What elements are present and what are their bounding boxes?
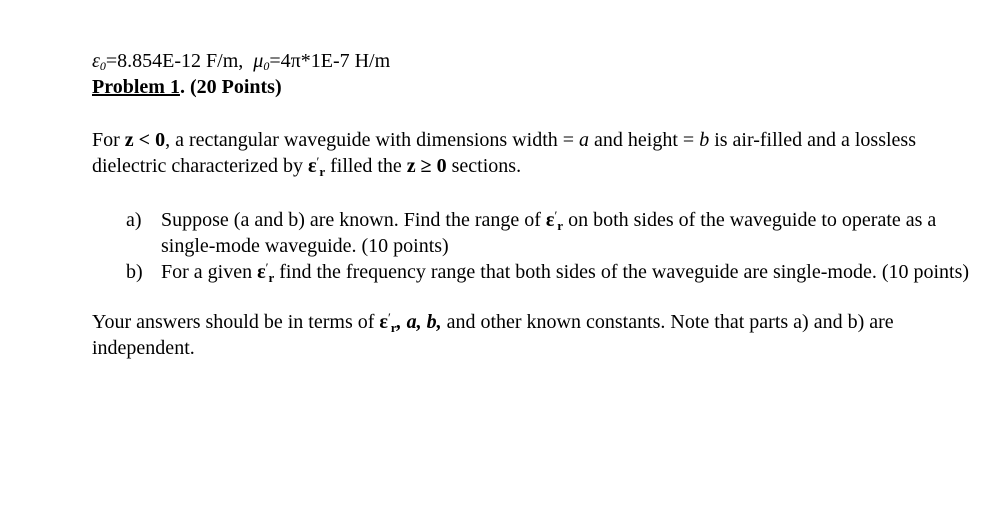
intro-text-1: For	[92, 129, 125, 151]
intro-paragraph	[92, 127, 972, 179]
prime-mark: ′	[387, 310, 391, 325]
part-b-text-2: find the frequency range that both sides of the waveguide are single-mode. (10 points)	[274, 261, 970, 283]
relative-permittivity-symbol: ε	[545, 209, 555, 231]
height-variable: b	[699, 129, 710, 151]
constants-line	[92, 48, 972, 74]
list-item	[92, 207, 972, 259]
prime-mark: ′	[265, 260, 269, 275]
part-a-marker: a)	[126, 209, 142, 231]
intro-text-5: filled the	[325, 155, 407, 177]
problem-title	[92, 74, 972, 100]
intro-text-2: , a rectangular waveguide with dimensions width =	[165, 129, 580, 151]
document-page	[92, 48, 972, 361]
r-subscript: r	[268, 270, 275, 285]
mu-subscript: 0	[263, 59, 270, 73]
r-subscript: r	[390, 320, 397, 335]
part-a-text-1: Suppose (a and b) are known. Find the range of	[161, 209, 546, 231]
prime-mark: ′	[554, 208, 558, 223]
closing-text-2: and other known constants. Note that parts a) and b) are independent.	[92, 311, 894, 359]
width-variable: a	[579, 129, 590, 151]
closing-paragraph	[92, 309, 972, 361]
closing-text-1: Your answers should be in terms of	[92, 311, 380, 333]
problem-points: . (20 Points)	[179, 76, 282, 98]
mu-symbol: μ	[253, 50, 264, 72]
epsilon-value: =8.854E-12 F/m,	[105, 50, 244, 72]
r-subscript: r	[319, 164, 326, 179]
intro-text-3: and height =	[589, 129, 700, 151]
list-item	[92, 259, 972, 285]
epsilon-symbol: ε	[92, 50, 100, 72]
part-b-marker: b)	[126, 261, 143, 283]
z-negative-condition: z < 0	[124, 129, 166, 151]
prime-mark: ′	[316, 154, 320, 169]
problem-label: Problem 1	[92, 76, 180, 98]
mu-value: =4π*1E-7 H/m	[269, 50, 391, 72]
r-subscript: r	[557, 218, 564, 233]
relative-permittivity-symbol: ε	[379, 311, 388, 333]
parts-list	[92, 207, 972, 285]
relative-permittivity-symbol: ε	[307, 155, 317, 177]
part-a-text-2: on both sides of the waveguide to operate as a single-mode waveguide. (10 points)	[161, 209, 937, 257]
z-nonnegative-condition: z ≥ 0	[406, 155, 447, 177]
part-b-text-1: For a given	[161, 261, 258, 283]
intro-text-6: sections.	[446, 155, 522, 177]
epsilon-subscript: 0	[99, 59, 106, 73]
answer-variables: , a, b,	[396, 311, 442, 333]
relative-permittivity-symbol: ε	[257, 261, 266, 283]
intro-text-4: is air-filled and a lossless dielectric characterized by	[92, 129, 916, 177]
